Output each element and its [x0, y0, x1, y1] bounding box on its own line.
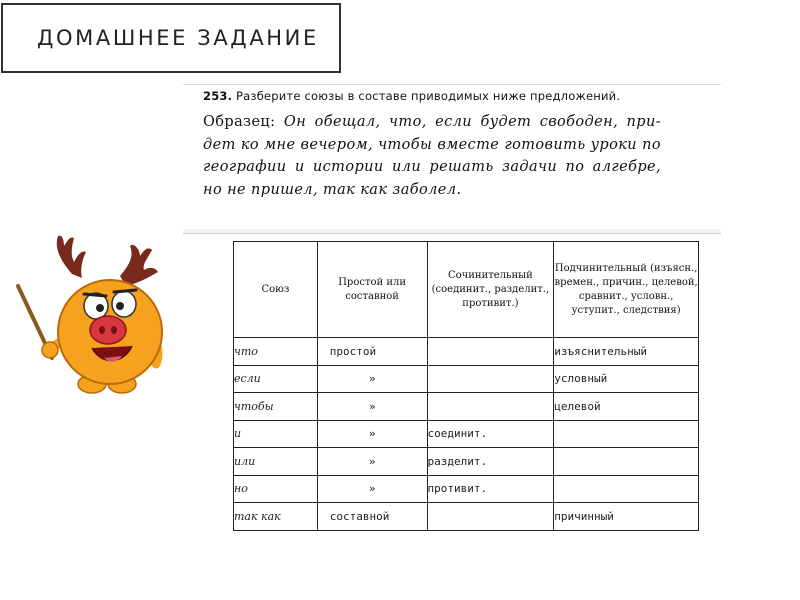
table-cell: но [234, 475, 318, 503]
table-cell: соединит. [427, 420, 554, 448]
table-header-row [234, 242, 699, 338]
table-cell: чтобы [234, 393, 318, 421]
slide-title-box [1, 3, 341, 73]
exercise-task-text: Разберите союзы в составе приводимых ниже предложений. [236, 89, 621, 103]
sample-label: Образец: [203, 114, 276, 130]
table-cell [554, 420, 699, 448]
table-header: Простой или составной [317, 242, 427, 338]
table-cell [427, 365, 554, 393]
table-cell: причинный [554, 503, 699, 531]
table-cell: что [234, 338, 318, 366]
table-cell: » [317, 475, 427, 503]
table-header: Союз [234, 242, 318, 338]
table-cell: если [234, 365, 318, 393]
table-cell: или [234, 448, 318, 476]
table-cell: » [317, 393, 427, 421]
table-header: Подчинительный (изъясн., времен., причин., целевой, сравнит., условн., уступит., следствия) [554, 242, 699, 338]
table-cell: простой [317, 338, 427, 366]
table-cell [427, 338, 554, 366]
conjunction-table [233, 241, 699, 531]
table-row [234, 503, 699, 531]
table-cell [427, 393, 554, 421]
table-cell: так как [234, 503, 318, 531]
table-cell: » [317, 420, 427, 448]
table-cell: и [234, 420, 318, 448]
table-cell [554, 475, 699, 503]
exercise-number: 253. [203, 89, 233, 103]
table-row [234, 393, 699, 421]
exercise-sample [203, 111, 661, 201]
table-cell: противит. [427, 475, 554, 503]
table-cell: » [317, 448, 427, 476]
table-cell: разделит. [427, 448, 554, 476]
table-cell [554, 448, 699, 476]
table-cell: составной [317, 503, 427, 531]
exercise-task [203, 89, 703, 103]
textbook-scan [183, 84, 721, 539]
table-row [234, 365, 699, 393]
table-cell: целевой [554, 393, 699, 421]
table-header: Сочинительный (соединит., разделит., противит.) [427, 242, 554, 338]
sample-text: Он обещал, что, если будет свободен, при- дет ко мне вечером, чтобы вместе готовить уроки по географии и истории или решать задачи по алгебре, но не пришел, так как заболел. [203, 114, 661, 198]
table-row [234, 448, 699, 476]
table-row [234, 420, 699, 448]
moose-mascot-icon [12, 230, 172, 400]
page-gap [183, 229, 721, 234]
slide-title: ДОМАШНЕЕ ЗАДАНИЕ [37, 26, 319, 50]
table-cell: » [317, 365, 427, 393]
table-cell: изъяснительный [554, 338, 699, 366]
table-row [234, 338, 699, 366]
table-row [234, 475, 699, 503]
table-cell [427, 503, 554, 531]
table-cell: условный [554, 365, 699, 393]
